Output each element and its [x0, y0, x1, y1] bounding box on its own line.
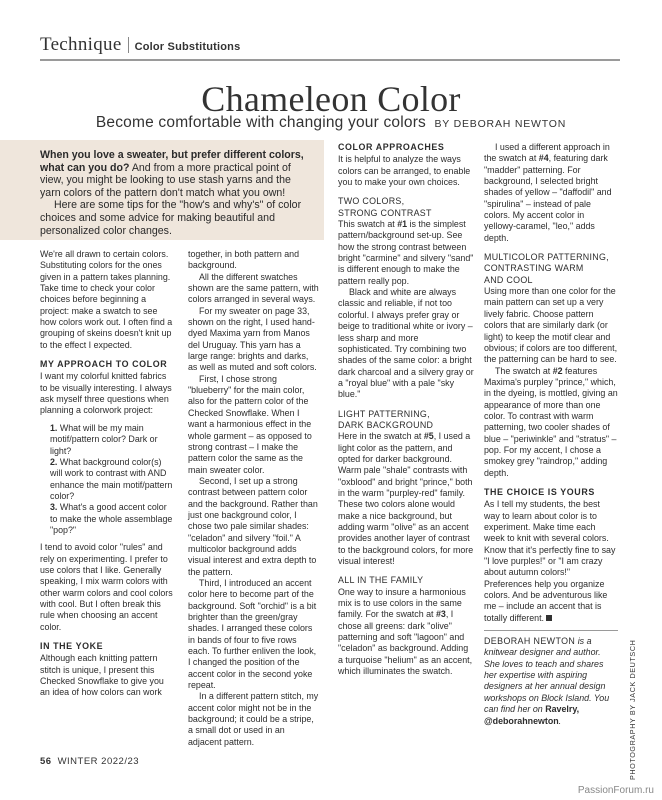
question-list — [40, 423, 175, 536]
swatch-number: #1 — [397, 219, 408, 230]
header-rule — [40, 59, 620, 61]
page-number: 56 — [40, 756, 52, 767]
intro-box — [0, 140, 324, 240]
end-mark-icon — [546, 615, 552, 621]
body-paragraph: We're all drawn to certain colors. Substituting colors for the ones given in a pattern takes planning. Take time to check your color choices before beginning a project: make a swatch to see how colors work out. I often find a grouping of skeins doesn't knit up to the effect I expected. — [40, 249, 173, 350]
bio-ravelry: Ravelry — [545, 704, 577, 715]
heading-in-the-yoke: IN THE YOKE — [40, 641, 104, 651]
column-1 — [40, 249, 175, 699]
subheading-all-in-family: ALL IN THE FAMILY — [338, 575, 424, 586]
page-footer — [40, 756, 139, 767]
body-paragraph: I want my colorful knitted fabrics to be visually interesting. I always ask myself three questions when planning a colorwork project: — [40, 371, 172, 416]
text-run: I used a different approach in the swatch at — [484, 142, 610, 164]
bio-end: . — [558, 715, 562, 726]
text-run: The swatch at — [495, 365, 553, 376]
heading-my-approach: MY APPROACH TO COLOR — [40, 359, 168, 370]
subheading-two-colors: TWO COLORS, — [338, 196, 405, 207]
list-text: What will be my main motif/pattern color? Dark or light? — [50, 422, 158, 456]
swatch-number: #4 — [538, 153, 549, 164]
body-paragraph — [338, 431, 474, 567]
body-paragraph: Third, I introduced an accent color here to become part of the background. Soft "orchid" is a bit brighter than the green/gray shades. I arranged these colors in bands of four to five rows each. To further enliven the look, I changed the position of the accent color in the second yoke repeat. — [188, 577, 317, 691]
body-paragraph — [338, 219, 474, 287]
body-paragraph: First, I chose strong "blueberry" for the main color, also for the pattern color of the Checked Snowflake. When I want a harmonious effect in the whole garment – as opposed to strong contrast – I make the pattern color the same as the main sweater color. — [188, 373, 312, 475]
article-subtitle-line — [0, 114, 662, 132]
issue-label: WINTER 2022/23 — [57, 756, 140, 767]
article-subtitle: Become comfortable with changing your colors — [95, 114, 427, 131]
header-separator — [128, 37, 129, 53]
subheading-and-cool: AND COOL — [484, 274, 533, 285]
column-2 — [188, 249, 320, 748]
body-paragraph: All the different swatches shown are the same pattern, with colors arranged in several ways. — [188, 271, 319, 305]
subheading-strong-contrast: STRONG CONTRAST — [338, 207, 432, 218]
column-4 — [484, 142, 618, 727]
body-paragraph: Using more than one color for the main pattern can set up a very lively fabric. Choose pattern colors that are similarly dark (or light) to keep the motif clear and obvious; if colors are too different, the patterning can be hard to see. — [484, 286, 618, 365]
subheading-light-patterning: LIGHT PATTERNING, — [338, 408, 430, 419]
intro-lead-rest: And from a more practical point of view, you might be looking to use stash yarns and the yarn colors of the pattern don't match what you own! — [40, 161, 291, 199]
body-paragraph — [484, 142, 618, 244]
list-number: 1. — [50, 422, 58, 433]
bio-rule — [484, 630, 618, 631]
article-byline: BY DEBORAH NEWTON — [434, 118, 567, 130]
text-run: features Maxima's purpley "prince," which, in the dyeing, is mottled, giving an appearance of more than one color. To contrast with warm patterning, two cooler shades of blue – "periwinkle" and "stratus" – pop. For my accent, I chose a smokey grey "raindrop," adding depth. — [484, 365, 618, 478]
swatch-number: #3 — [435, 609, 446, 620]
body-paragraph: Second, I set up a strong contrast between pattern color and the background. Rather than just one background color, I chose two pale similar shades: "celadon" and silvery "foil." A multicolor background adds visual interest and extra depth to the pattern. — [188, 475, 318, 577]
bio-text: is a knitwear designer and author. She loves to teach and shares her expertise with aspiring designers at her annual design workshops on Block Island. You can find her on — [484, 636, 610, 715]
bio-author-name: DEBORAH NEWTON — [484, 636, 576, 647]
intro-paragraph — [40, 149, 314, 199]
column-3 — [338, 142, 474, 677]
photo-credit-text: PHOTOGRAPHY BY JACK DEUTSCH — [628, 639, 637, 780]
text-run: As I tell my students, the best way to learn about color is to experiment. Make time each week to knit with several colors. Know that it's perfectly fine to say "I love purples!" or "I am crazy about autumn colors!" Preferences help you organize colors. And be adventurous like me – include an accent that is totally different. — [484, 499, 616, 623]
body-paragraph: Black and white are always classic and reliable, if not too colorful. I always prefer gray or beige to traditional white or ivory – less sharp and more sophisticated. Try combining two shades of the same color: a bright dark charcoal and a silvery gray or a "royal blue" with a pale "sky blue." — [338, 287, 474, 400]
text-run: , I chose all greens: dark "olive" patterning and soft "lagoon" and "celadon" as background. Adding a turquoise "helium" as an accent, which illuminates the swatch. — [338, 609, 473, 677]
subheading-contrasting-warm: CONTRASTING WARM — [484, 263, 584, 274]
article-title: Chameleon Color — [201, 79, 461, 119]
swatch-number: #5 — [423, 431, 434, 442]
body-paragraph — [338, 587, 474, 678]
header-section: Color Substitutions — [134, 41, 241, 53]
text-run: One way to insure a harmonious mix is to use colors in the same family. For the swatch at — [338, 586, 466, 620]
heading-choice-is-yours: THE CHOICE IS YOURS — [484, 486, 595, 497]
watermark: PassionForum.ru — [577, 785, 654, 796]
subheading-dark-background: DARK BACKGROUND — [338, 419, 434, 430]
heading-color-approaches: COLOR APPROACHES — [338, 142, 445, 152]
text-run: This swatch at — [338, 219, 398, 230]
intro-lead: When you love a sweater, but prefer different colors, what can you do? — [40, 149, 304, 174]
list-text: What's a good accent color to make the whole assemblage "pop?" — [50, 502, 173, 535]
list-item — [50, 423, 175, 457]
subheading-multicolor: MULTICOLOR PATTERNING, — [484, 252, 609, 263]
list-item — [50, 457, 175, 502]
header-technique: Technique — [40, 34, 122, 55]
list-item — [50, 502, 175, 536]
text-run: , I used a light color as the pattern, and opted for darker background. Warm pale "shale" contrasts with "oxblood" and bright "prince," both in the warm "purpley-red" family. These two colors alone would make a nice background, but adding warm "olive" as an accent provides another layer of contrast to the background colors, for more visual interest! — [338, 431, 474, 567]
bio-comma: , — [576, 704, 580, 715]
section-header — [40, 34, 240, 56]
swatch-number: #2 — [552, 365, 563, 376]
body-paragraph: I tend to avoid color "rules" and rely on experimenting. I prefer to use colors that I like. Generally speaking, I mix warm colors with other warm colors and cool colors with cool. But I often break this rule when choosing an accent color. — [40, 542, 173, 632]
body-paragraph — [484, 499, 618, 624]
list-number: 3. — [50, 502, 58, 513]
body-paragraph: together, in both pattern and background. — [188, 249, 300, 271]
text-run: , featuring dark "madder" patterning. For background, I selected bright shades of yellow – "daffodil" and "spirulina" – instead of pale colors. My accent color in yellowy-caramel, "leo," adds depth. — [484, 153, 612, 243]
bio-handle: @deborahnewton — [484, 715, 559, 726]
body-paragraph: In a different pattern stitch, my accent color might not be in the background; it could be a stripe, a small dot or used in an adjacent pattern. — [188, 691, 319, 747]
text-run: is the simplest pattern/background set-up. See how the strong contrast between bright "carmine" and silvery "sand" is different enough to make the pattern really pop. — [338, 219, 474, 286]
text-run: Here in the swatch at — [338, 431, 424, 442]
author-bio — [484, 636, 618, 727]
body-paragraph: Although each knitting pattern stitch is unique, I present this Checked Snowflake to give you an idea of how colors can work — [40, 653, 164, 698]
body-paragraph — [484, 366, 618, 479]
list-text: What background color(s) will work to contrast with AND enhance the main motif/pattern color? — [50, 456, 173, 501]
body-paragraph: For my sweater on page 33, shown on the right, I used hand-dyed Maxima yarn from Manos del Uruguay. This yarn has a large range: brights and darks, as well as muted and soft colors. — [188, 305, 317, 373]
photo-credit — [628, 580, 638, 780]
list-number: 2. — [50, 456, 58, 467]
body-paragraph: It is helpful to analyze the ways colors can be arranged, to enable you to make your own choices. — [338, 154, 471, 188]
intro-paragraph-2: Here are some tips for the "how's and why's" of color choices and some advice for making beautiful and personalized color changes. — [40, 199, 302, 237]
